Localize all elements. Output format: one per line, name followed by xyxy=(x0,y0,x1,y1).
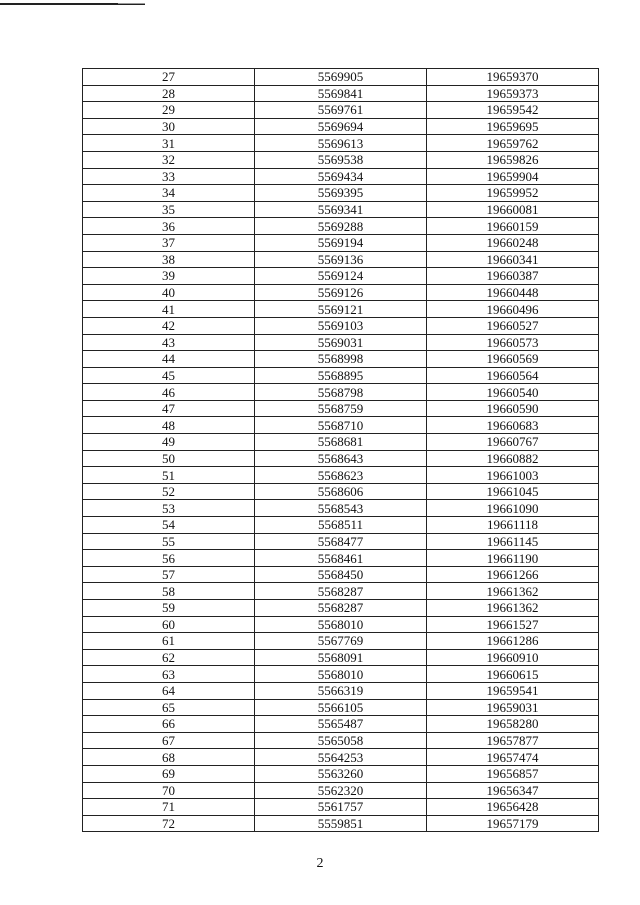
table-row xyxy=(83,732,599,749)
point-number-cell: 70 xyxy=(83,782,255,799)
y-coordinate-cell: 19659542 xyxy=(427,102,599,119)
x-coordinate-cell: 5559851 xyxy=(255,815,427,832)
table-row xyxy=(83,666,599,683)
x-coordinate-cell: 5568623 xyxy=(255,467,427,484)
x-coordinate-cell: 5568461 xyxy=(255,550,427,567)
table-row xyxy=(83,450,599,467)
y-coordinate-cell: 19659370 xyxy=(427,69,599,86)
y-coordinate-cell: 19660248 xyxy=(427,234,599,251)
table-row xyxy=(83,69,599,86)
y-coordinate-cell: 19660527 xyxy=(427,317,599,334)
point-number-cell: 55 xyxy=(83,533,255,550)
y-coordinate-cell: 19660683 xyxy=(427,417,599,434)
x-coordinate-cell: 5569031 xyxy=(255,334,427,351)
x-coordinate-cell: 5565058 xyxy=(255,732,427,749)
y-coordinate-cell: 19661286 xyxy=(427,633,599,650)
table-row xyxy=(83,749,599,766)
table-row xyxy=(83,201,599,218)
point-number-cell: 29 xyxy=(83,102,255,119)
table-row xyxy=(83,467,599,484)
y-coordinate-cell: 19661090 xyxy=(427,500,599,517)
point-number-cell: 51 xyxy=(83,467,255,484)
y-coordinate-cell: 19660882 xyxy=(427,450,599,467)
point-number-cell: 66 xyxy=(83,716,255,733)
point-number-cell: 68 xyxy=(83,749,255,766)
point-number-cell: 37 xyxy=(83,234,255,251)
x-coordinate-cell: 5569395 xyxy=(255,185,427,202)
x-coordinate-cell: 5569126 xyxy=(255,284,427,301)
point-number-cell: 59 xyxy=(83,600,255,617)
point-number-cell: 64 xyxy=(83,682,255,699)
x-coordinate-cell: 5569341 xyxy=(255,201,427,218)
y-coordinate-cell: 19659541 xyxy=(427,682,599,699)
x-coordinate-cell: 5569121 xyxy=(255,301,427,318)
table-row xyxy=(83,517,599,534)
point-number-cell: 40 xyxy=(83,284,255,301)
table-row xyxy=(83,400,599,417)
table-row xyxy=(83,649,599,666)
table-row xyxy=(83,102,599,119)
x-coordinate-cell: 5562320 xyxy=(255,782,427,799)
table-row xyxy=(83,301,599,318)
x-coordinate-cell: 5568606 xyxy=(255,483,427,500)
y-coordinate-cell: 19659031 xyxy=(427,699,599,716)
x-coordinate-cell: 5568477 xyxy=(255,533,427,550)
y-coordinate-cell: 19660573 xyxy=(427,334,599,351)
x-coordinate-cell: 5568511 xyxy=(255,517,427,534)
point-number-cell: 36 xyxy=(83,218,255,235)
table-row xyxy=(83,384,599,401)
y-coordinate-cell: 19660590 xyxy=(427,400,599,417)
table-row xyxy=(83,135,599,152)
point-number-cell: 58 xyxy=(83,583,255,600)
x-coordinate-cell: 5568895 xyxy=(255,367,427,384)
point-number-cell: 46 xyxy=(83,384,255,401)
table-row xyxy=(83,500,599,517)
y-coordinate-cell: 19661190 xyxy=(427,550,599,567)
point-number-cell: 33 xyxy=(83,168,255,185)
y-coordinate-cell: 19661362 xyxy=(427,600,599,617)
x-coordinate-cell: 5567769 xyxy=(255,633,427,650)
table-row xyxy=(83,118,599,135)
y-coordinate-cell: 19659826 xyxy=(427,151,599,168)
table-row xyxy=(83,367,599,384)
x-coordinate-cell: 5568091 xyxy=(255,649,427,666)
point-number-cell: 43 xyxy=(83,334,255,351)
x-coordinate-cell: 5568798 xyxy=(255,384,427,401)
y-coordinate-cell: 19660569 xyxy=(427,351,599,368)
header-rule xyxy=(0,3,145,5)
x-coordinate-cell: 5563260 xyxy=(255,765,427,782)
point-number-cell: 42 xyxy=(83,317,255,334)
y-coordinate-cell: 19660448 xyxy=(427,284,599,301)
point-number-cell: 34 xyxy=(83,185,255,202)
point-number-cell: 53 xyxy=(83,500,255,517)
x-coordinate-cell: 5564253 xyxy=(255,749,427,766)
point-number-cell: 71 xyxy=(83,799,255,816)
y-coordinate-cell: 19659373 xyxy=(427,85,599,102)
table-row xyxy=(83,218,599,235)
point-number-cell: 32 xyxy=(83,151,255,168)
x-coordinate-cell: 5568759 xyxy=(255,400,427,417)
y-coordinate-cell: 19661527 xyxy=(427,616,599,633)
y-coordinate-cell: 19660159 xyxy=(427,218,599,235)
y-coordinate-cell: 19657179 xyxy=(427,815,599,832)
x-coordinate-cell: 5566319 xyxy=(255,682,427,699)
table-row xyxy=(83,633,599,650)
x-coordinate-cell: 5569761 xyxy=(255,102,427,119)
y-coordinate-cell: 19659762 xyxy=(427,135,599,152)
point-number-cell: 28 xyxy=(83,85,255,102)
point-number-cell: 44 xyxy=(83,351,255,368)
table-row xyxy=(83,483,599,500)
x-coordinate-cell: 5569124 xyxy=(255,268,427,285)
y-coordinate-cell: 19661003 xyxy=(427,467,599,484)
table-row xyxy=(83,600,599,617)
x-coordinate-cell: 5569538 xyxy=(255,151,427,168)
table-row xyxy=(83,815,599,832)
point-number-cell: 45 xyxy=(83,367,255,384)
y-coordinate-cell: 19660615 xyxy=(427,666,599,683)
table-row xyxy=(83,550,599,567)
table-row xyxy=(83,782,599,799)
table-row xyxy=(83,417,599,434)
table-row xyxy=(83,317,599,334)
table-row xyxy=(83,682,599,699)
table-row xyxy=(83,151,599,168)
point-number-cell: 72 xyxy=(83,815,255,832)
x-coordinate-cell: 5568681 xyxy=(255,434,427,451)
point-number-cell: 54 xyxy=(83,517,255,534)
point-number-cell: 27 xyxy=(83,69,255,86)
point-number-cell: 48 xyxy=(83,417,255,434)
x-coordinate-cell: 5569434 xyxy=(255,168,427,185)
point-number-cell: 69 xyxy=(83,765,255,782)
table-row xyxy=(83,699,599,716)
point-number-cell: 38 xyxy=(83,251,255,268)
point-number-cell: 30 xyxy=(83,118,255,135)
point-number-cell: 52 xyxy=(83,483,255,500)
table-row xyxy=(83,566,599,583)
point-number-cell: 41 xyxy=(83,301,255,318)
x-coordinate-cell: 5569613 xyxy=(255,135,427,152)
point-number-cell: 31 xyxy=(83,135,255,152)
table-row xyxy=(83,716,599,733)
table-row xyxy=(83,765,599,782)
x-coordinate-cell: 5569194 xyxy=(255,234,427,251)
y-coordinate-cell: 19660910 xyxy=(427,649,599,666)
point-number-cell: 60 xyxy=(83,616,255,633)
y-coordinate-cell: 19660564 xyxy=(427,367,599,384)
x-coordinate-cell: 5568998 xyxy=(255,351,427,368)
y-coordinate-cell: 19657474 xyxy=(427,749,599,766)
y-coordinate-cell: 19659695 xyxy=(427,118,599,135)
y-coordinate-cell: 19659904 xyxy=(427,168,599,185)
x-coordinate-cell: 5566105 xyxy=(255,699,427,716)
point-number-cell: 39 xyxy=(83,268,255,285)
y-coordinate-cell: 19658280 xyxy=(427,716,599,733)
x-coordinate-cell: 5568010 xyxy=(255,666,427,683)
x-coordinate-cell: 5568710 xyxy=(255,417,427,434)
table-row xyxy=(83,351,599,368)
y-coordinate-cell: 19660341 xyxy=(427,251,599,268)
y-coordinate-cell: 19660081 xyxy=(427,201,599,218)
x-coordinate-cell: 5569905 xyxy=(255,69,427,86)
table-row xyxy=(83,616,599,633)
table-row xyxy=(83,185,599,202)
y-coordinate-cell: 19656347 xyxy=(427,782,599,799)
point-number-cell: 50 xyxy=(83,450,255,467)
x-coordinate-cell: 5569136 xyxy=(255,251,427,268)
table-row xyxy=(83,234,599,251)
table-row xyxy=(83,583,599,600)
page-number: 2 xyxy=(316,856,324,871)
y-coordinate-cell: 19656857 xyxy=(427,765,599,782)
point-number-cell: 63 xyxy=(83,666,255,683)
table-row xyxy=(83,85,599,102)
table-row xyxy=(83,434,599,451)
table-row xyxy=(83,533,599,550)
y-coordinate-cell: 19660387 xyxy=(427,268,599,285)
table-row xyxy=(83,799,599,816)
y-coordinate-cell: 19657877 xyxy=(427,732,599,749)
point-number-cell: 49 xyxy=(83,434,255,451)
x-coordinate-cell: 5568010 xyxy=(255,616,427,633)
table-body xyxy=(83,69,599,832)
x-coordinate-cell: 5568450 xyxy=(255,566,427,583)
x-coordinate-cell: 5565487 xyxy=(255,716,427,733)
point-number-cell: 57 xyxy=(83,566,255,583)
x-coordinate-cell: 5569841 xyxy=(255,85,427,102)
y-coordinate-cell: 19656428 xyxy=(427,799,599,816)
x-coordinate-cell: 5568287 xyxy=(255,583,427,600)
x-coordinate-cell: 5568287 xyxy=(255,600,427,617)
point-number-cell: 61 xyxy=(83,633,255,650)
x-coordinate-cell: 5569288 xyxy=(255,218,427,235)
point-number-cell: 67 xyxy=(83,732,255,749)
table-row xyxy=(83,268,599,285)
point-number-cell: 35 xyxy=(83,201,255,218)
y-coordinate-cell: 19660540 xyxy=(427,384,599,401)
y-coordinate-cell: 19659952 xyxy=(427,185,599,202)
x-coordinate-cell: 5569103 xyxy=(255,317,427,334)
point-number-cell: 47 xyxy=(83,400,255,417)
x-coordinate-cell: 5569694 xyxy=(255,118,427,135)
point-number-cell: 65 xyxy=(83,699,255,716)
y-coordinate-cell: 19660767 xyxy=(427,434,599,451)
y-coordinate-cell: 19661362 xyxy=(427,583,599,600)
point-number-cell: 56 xyxy=(83,550,255,567)
y-coordinate-cell: 19660496 xyxy=(427,301,599,318)
y-coordinate-cell: 19661045 xyxy=(427,483,599,500)
y-coordinate-cell: 19661118 xyxy=(427,517,599,534)
table-row xyxy=(83,168,599,185)
point-number-cell: 62 xyxy=(83,649,255,666)
x-coordinate-cell: 5568643 xyxy=(255,450,427,467)
table-row xyxy=(83,284,599,301)
x-coordinate-cell: 5568543 xyxy=(255,500,427,517)
y-coordinate-cell: 19661266 xyxy=(427,566,599,583)
y-coordinate-cell: 19661145 xyxy=(427,533,599,550)
table-row xyxy=(83,334,599,351)
coordinates-table xyxy=(82,68,599,832)
x-coordinate-cell: 5561757 xyxy=(255,799,427,816)
table-row xyxy=(83,251,599,268)
